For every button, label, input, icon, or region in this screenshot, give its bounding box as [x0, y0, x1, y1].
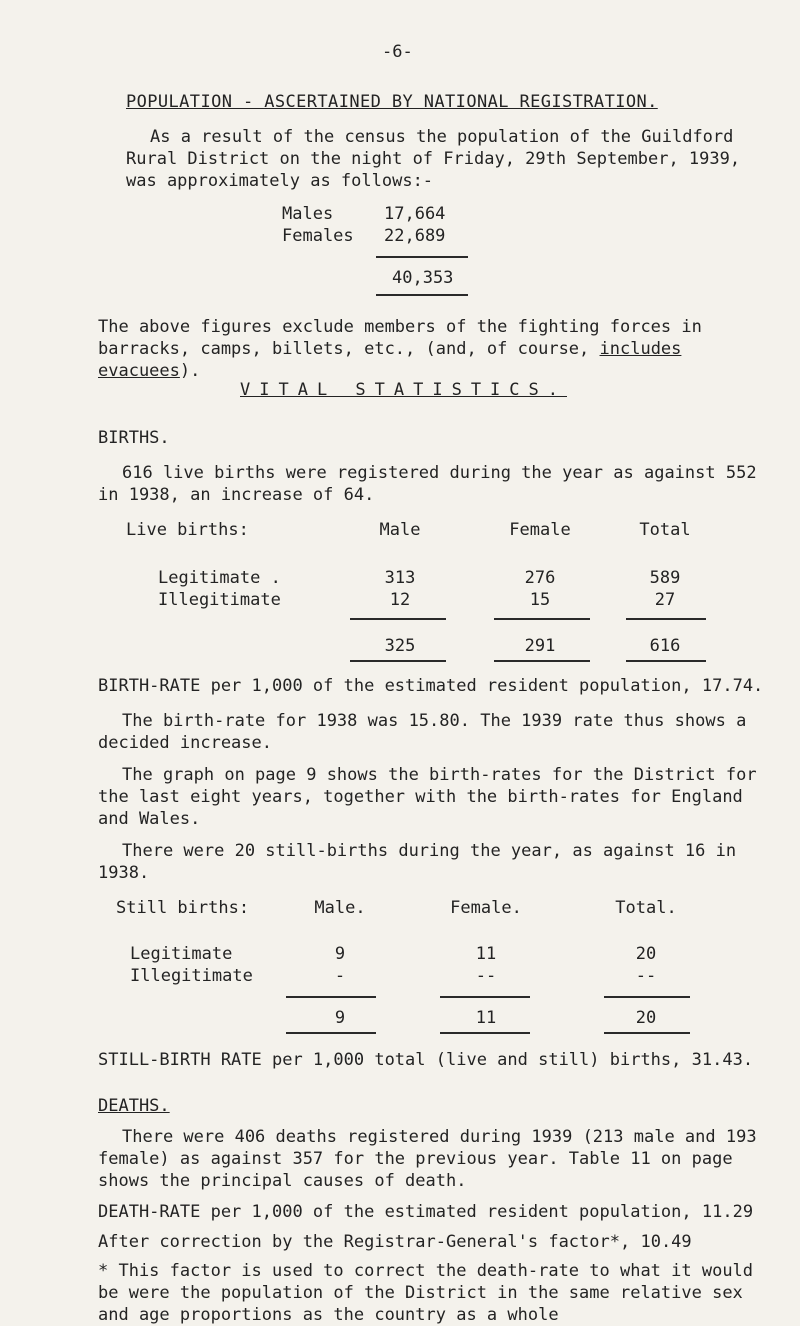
graph-note-text: The graph on page 9 shows the birth-rates for the District for the last eight years, together with the birth-rates for England and Wales. [98, 765, 757, 829]
intro-text: As a result of the census the population of the Guildford Rural District on the night of Friday, 29th September, 1939, was approximately as follows:- [126, 127, 741, 191]
still-births-rule-total [604, 996, 690, 998]
still-births-row-illegitimate-male: - [334, 966, 346, 986]
graph-note [98, 764, 768, 830]
still-births-paragraph [98, 840, 768, 884]
live-births-row-illegitimate-female: 15 [529, 590, 551, 610]
death-rate-label: DEATH-RATE per 1,000 of the estimated resident population, [98, 1202, 692, 1222]
vital-statistics-title: VITAL STATISTICS. [240, 380, 567, 400]
exclusion-note [98, 316, 758, 382]
still-births-total-total: 20 [635, 1008, 657, 1028]
live-births-rule2-male [350, 660, 446, 662]
males-label: Males [282, 204, 334, 224]
live-births-total-total: 616 [649, 636, 681, 656]
population-rule-bottom [376, 294, 468, 296]
live-births-row-legitimate-total: 589 [649, 568, 681, 588]
live-births-row-illegitimate-label: Illegitimate [158, 590, 281, 610]
footnote-text: * This factor is used to correct the death-rate to what it would be were the population of the District in the same relative sex and age proportions as the country as a whole [98, 1261, 754, 1325]
note-includes: includes [599, 339, 682, 359]
still-births-rule2-female [440, 1032, 530, 1034]
note-evacuees: evacuees [98, 361, 180, 381]
live-births-row-legitimate-male: 313 [384, 568, 416, 588]
birth-rate-value: 17.74. [701, 676, 764, 696]
death-rate-value: 11.29 [701, 1202, 754, 1222]
live-births-col-total: Total [639, 520, 691, 540]
deaths-paragraph [98, 1126, 768, 1192]
live-births-col-female: Female [509, 520, 571, 540]
still-births-text: There were 20 still-births during the year, as against 16 in 1938. [98, 841, 737, 883]
live-births-col-male: Male [379, 520, 421, 540]
live-births-total-female: 291 [524, 636, 556, 656]
females-value: 22,689 [384, 226, 446, 246]
live-births-rule-male [350, 618, 446, 620]
births-heading: BIRTHS. [98, 428, 170, 448]
still-births-total-female: 11 [475, 1008, 497, 1028]
males-value: 17,664 [384, 204, 446, 224]
births-text: 616 live births were registered during the year as against 552 in 1938, an increase of 64. [98, 463, 757, 505]
still-births-rule2-male [286, 1032, 376, 1034]
still-births-total-male: 9 [334, 1008, 346, 1028]
still-birth-rate-value: 31.43. [691, 1050, 754, 1070]
still-births-col-male: Male. [314, 898, 366, 918]
still-births-row-legitimate-female: 11 [475, 944, 497, 964]
live-births-row-illegitimate-male: 12 [389, 590, 411, 610]
correction-value: 10.49 [640, 1232, 692, 1252]
still-births-row-illegitimate-total: -- [635, 966, 657, 986]
deaths-heading: DEATHS. [98, 1096, 170, 1116]
note-prefix: The above figures exclude members of the fighting forces in barracks, camps, billets, etc., (and, of course, [98, 317, 702, 359]
birth-rate-comparison [98, 710, 768, 754]
births-paragraph [98, 462, 768, 506]
live-births-rule2-total [626, 660, 706, 662]
deaths-text: There were 406 deaths registered during 1939 (213 male and 193 female) as against 357 for the previous year. Table 11 on page shows the principal causes of death. [98, 1127, 757, 1191]
intro-paragraph [126, 126, 746, 192]
still-births-row-illegitimate-female: -- [475, 966, 497, 986]
live-births-row-legitimate-female: 276 [524, 568, 556, 588]
page-number: -6- [382, 42, 413, 62]
live-births-rule-total [626, 618, 706, 620]
page-heading: POPULATION - ASCERTAINED BY NATIONAL REGISTRATION. [126, 92, 658, 112]
still-births-col-total: Total. [615, 898, 677, 918]
still-births-row-illegitimate-label: Illegitimate [130, 966, 253, 986]
still-births-row-legitimate-male: 9 [334, 944, 346, 964]
live-births-row-illegitimate-total: 27 [654, 590, 676, 610]
death-rate-line [98, 1202, 753, 1222]
note-suffix: ). [179, 361, 201, 381]
still-births-rule-male [286, 996, 376, 998]
still-birth-rate-label: STILL-BIRTH RATE per 1,000 total (live and still) births, [98, 1050, 682, 1070]
population-total: 40,353 [392, 268, 454, 288]
still-births-row-legitimate-label: Legitimate [130, 944, 233, 964]
still-births-col-female: Female. [450, 898, 522, 918]
correction-line [98, 1232, 692, 1252]
population-rule-top [376, 256, 468, 258]
females-label: Females [282, 226, 354, 246]
birth-rate-label: BIRTH-RATE per 1,000 of the estimated resident population, [98, 676, 692, 696]
live-births-rule-female [494, 618, 590, 620]
birth-rate-line [98, 676, 763, 696]
correction-label: After correction by the Registrar-General's factor*, [98, 1232, 631, 1252]
still-births-row-legitimate-total: 20 [635, 944, 657, 964]
live-births-rule2-female [494, 660, 590, 662]
still-births-header: Still births: [116, 898, 250, 918]
footnote [98, 1260, 768, 1326]
live-births-header: Live births: [126, 520, 249, 540]
live-births-row-legitimate-label: Legitimate . [158, 568, 281, 588]
birth-rate-comparison-text: The birth-rate for 1938 was 15.80. The 1939 rate thus shows a decided increase. [98, 711, 747, 753]
still-birth-rate-line [98, 1050, 753, 1070]
live-births-total-male: 325 [384, 636, 416, 656]
still-births-rule-female [440, 996, 530, 998]
still-births-rule2-total [604, 1032, 690, 1034]
